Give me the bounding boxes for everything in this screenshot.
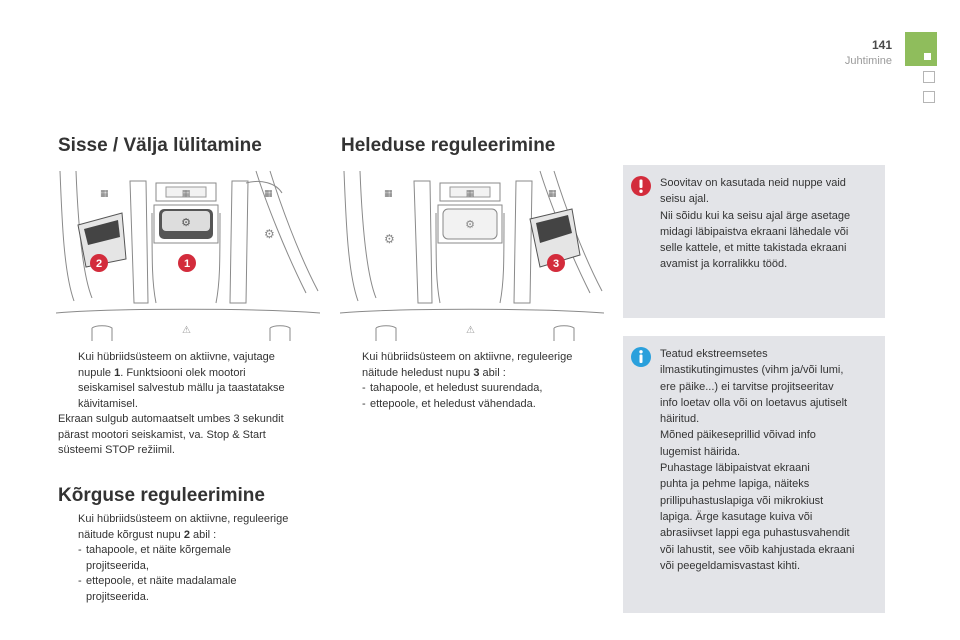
svg-text:⚙: ⚙ bbox=[181, 216, 191, 229]
text-line: Kui hübriidsüsteem on aktiivne, vajutage bbox=[78, 351, 275, 363]
chapter-tab-box bbox=[923, 71, 935, 83]
illustration-brightness-buttons bbox=[340, 163, 604, 343]
info-icon bbox=[630, 346, 652, 368]
heading-on-off: Sisse / Välja lülitamine bbox=[58, 135, 262, 156]
text-line: Ekraan sulgub automaatselt umbes 3 sekundit bbox=[58, 413, 284, 425]
page-number: 141 bbox=[871, 38, 892, 52]
height-dash-item: - tahapoole, et näite kõrgemale projitseerida, bbox=[78, 544, 231, 572]
warning-box bbox=[623, 165, 885, 318]
svg-text:⚠: ⚠ bbox=[182, 325, 191, 336]
brightness-text bbox=[342, 350, 612, 412]
svg-text:▦: ▦ bbox=[384, 189, 393, 199]
callout-1: 1 bbox=[183, 258, 191, 270]
text-line: käivitamisel. bbox=[78, 397, 138, 410]
text-line: seiskamisel salvestub mällu ja taastatakse bbox=[78, 382, 285, 394]
svg-text:⚙: ⚙ bbox=[264, 227, 275, 241]
on-off-bullet bbox=[58, 350, 320, 412]
height-bullet bbox=[58, 512, 320, 543]
on-off-text bbox=[58, 350, 320, 459]
callout-2: 2 bbox=[95, 258, 103, 270]
height-dash-item: - ettepoole, et näite madalamale projitseerida. bbox=[78, 575, 237, 603]
chapter-tab bbox=[905, 32, 937, 66]
svg-text:▦: ▦ bbox=[181, 189, 191, 199]
height-text bbox=[58, 512, 320, 605]
text-line: pärast mootori seiskamist, va. Stop & Start bbox=[58, 428, 266, 441]
heading-height: Kõrguse reguleerimine bbox=[58, 485, 265, 506]
text-line: süsteemi STOP režiimil. bbox=[58, 444, 175, 456]
text-line: Kui hübriidsüsteem on aktiivne, reguleerige bbox=[362, 351, 573, 363]
svg-text:⚠: ⚠ bbox=[466, 325, 475, 336]
text-line: Kui hübriidsüsteem on aktiivne, reguleerige bbox=[78, 513, 289, 525]
svg-text:▦: ▦ bbox=[264, 189, 273, 199]
brightness-dash-item: - tahapoole, et heledust suurendada, bbox=[362, 382, 543, 394]
brightness-dash-item: - ettepoole, et heledust vähendada. bbox=[362, 397, 536, 410]
svg-text:▦: ▦ bbox=[465, 189, 475, 199]
chapter-tab-marker bbox=[924, 53, 931, 60]
svg-text:▦: ▦ bbox=[548, 189, 557, 199]
chapter-tab-box bbox=[923, 91, 935, 103]
text-line: näitude heledust nupu 3 abil : bbox=[362, 366, 506, 379]
heading-brightness: Heleduse reguleerimine bbox=[341, 135, 556, 156]
warning-icon bbox=[630, 175, 652, 197]
svg-text:⚙: ⚙ bbox=[384, 232, 395, 246]
svg-text:▦: ▦ bbox=[100, 189, 109, 199]
callout-3: 3 bbox=[552, 258, 560, 270]
warning-text: Soovitav on kasutada neid nuppe vaid seisu ajal. Nii sõidu kui ka seisu ajal ärge asetage midagi läbipaistva ekraani lähedale või selle kattele, et mitte takistada ekraani avamist ja korralikku tööd. bbox=[660, 177, 851, 271]
text-line: näitude kõrgust nupu 2 abil : bbox=[78, 528, 217, 541]
info-text: Teatud ekstreemsetes ilmastikutingimustes (vihm ja/või lumi, ere päike...) ei tarvitse projitseeritav info loetav olla või on loetavus ajutiselt häiritud. Mõned päikeseprillid võivad info lugemist häirida. Puhastage läbipaistvat ekraani puhta ja pehme lapiga, näiteks prillipuhastuslapiga või mikrokiust lapiga. Ärge kasutage kuiva või abrasiivset lappi ega puhastusvahendit või lahustit, see võib kahjustada ekraani või peegeldamisvastast kihti. bbox=[660, 348, 855, 572]
text-line: nupule 1. Funktsiooni olek mootori bbox=[78, 366, 246, 379]
brightness-bullet bbox=[342, 350, 612, 381]
svg-text:⚙: ⚙ bbox=[465, 218, 475, 231]
section-title: Juhtimine bbox=[844, 55, 892, 67]
illustration-on-off-buttons bbox=[56, 163, 320, 343]
info-box bbox=[623, 336, 885, 613]
